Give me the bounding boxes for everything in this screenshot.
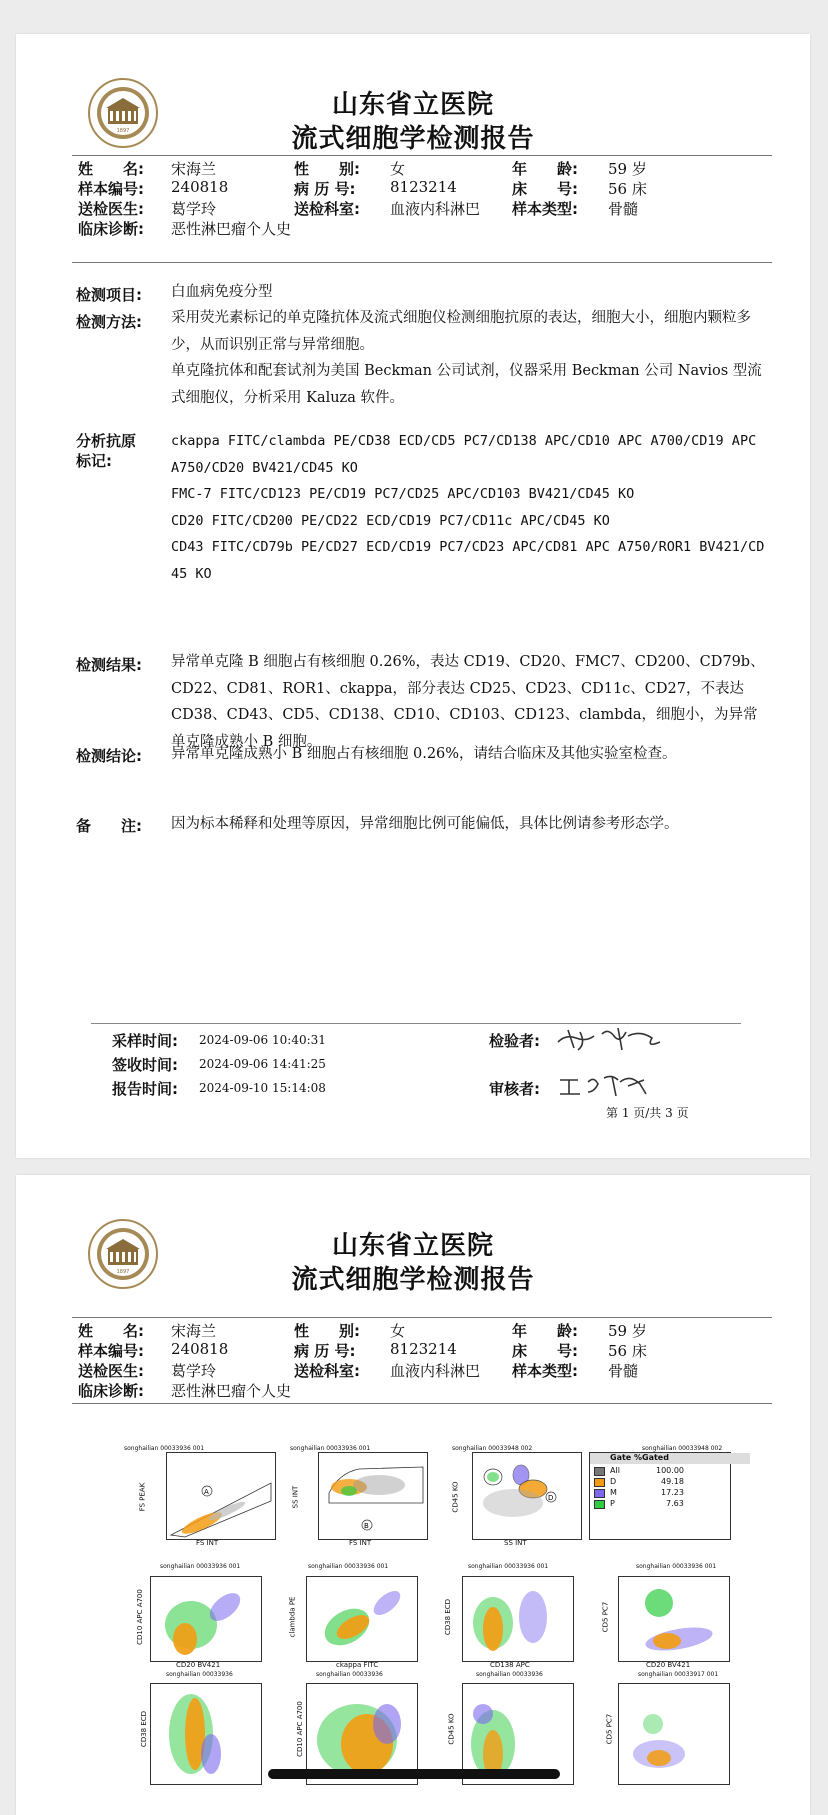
sample-time: 2024-09-06 10:40:31 <box>199 1033 326 1047</box>
patient-age: 59 岁 <box>608 160 647 178</box>
sample-time-label: 采样时间: <box>112 1032 178 1050</box>
svg-text:A: A <box>204 1488 209 1496</box>
x-axis-label: SS INT <box>504 1539 527 1547</box>
gate-percent: 100.00 <box>656 1466 684 1475</box>
y-axis-label: CD45 KO <box>451 1481 460 1513</box>
antibody-panel-1: ckappa FITC/clambda PE/CD38 ECD/CD5 PC7/CD138 APC/CD10 APC A700/CD19 APC A750/CD20 BV421/CD45 KO <box>171 433 757 476</box>
gate-percent: 49.18 <box>661 1477 684 1486</box>
age-label: 年 龄: <box>512 160 578 178</box>
y-axis-label: CD38 ECD <box>140 1710 149 1748</box>
x-axis-label: CD20 BV421 <box>646 1661 691 1669</box>
plot-title: songhailian 00033936 <box>476 1671 543 1678</box>
gate-statistics-table <box>589 1452 731 1540</box>
test-item: 白血病免疫分型 <box>171 284 273 300</box>
doctor-label: 送检医生: <box>78 1362 144 1380</box>
gate-color-swatch <box>594 1467 605 1476</box>
gate-table-header: Gate %Gated <box>590 1453 750 1464</box>
antibody-panel-3: CD20 FITC/CD200 PE/CD22 ECD/CD19 PC7/CD11c APC/CD45 KO <box>171 513 610 529</box>
plot-title: songhailian 00033936 001 <box>636 1563 717 1570</box>
page-number: 第 1 页/共 3 页 <box>606 1106 689 1120</box>
antibody-label-line2: 标记: <box>76 452 112 470</box>
scatter-plot-cd38 <box>462 1576 574 1662</box>
svg-text:1897: 1897 <box>116 1269 130 1275</box>
diagnosis: 恶性淋巴瘤个人史 <box>171 1382 292 1400</box>
dept-label: 送检科室: <box>294 1362 360 1380</box>
gate-row <box>594 1488 726 1498</box>
doctor-label: 送检医生: <box>78 200 144 218</box>
patient-gender: 女 <box>390 1322 406 1340</box>
divider <box>72 1403 772 1404</box>
y-axis-label: CD10 APC A700 <box>295 1701 304 1757</box>
gate-row <box>594 1477 726 1487</box>
antibody-panel-2: FMC-7 FITC/CD123 PE/CD19 PC7/CD25 APC/CD103 BV421/CD45 KO <box>171 486 635 502</box>
method-label: 检测方法: <box>76 313 142 331</box>
patient-age: 59 岁 <box>608 1322 647 1340</box>
y-axis-label: CD45 KO <box>447 1713 456 1745</box>
record-no-label: 病 历 号: <box>294 180 356 198</box>
x-axis-label: CD138 APC <box>490 1661 530 1669</box>
report-page-2 <box>16 1175 810 1815</box>
plot-title: songhailian 00033936 001 <box>290 1445 371 1452</box>
scatter-plot-clambda <box>306 1576 418 1662</box>
sample-no: 240818 <box>171 178 229 196</box>
scatter-plot-row3-4 <box>618 1683 730 1785</box>
plot-title: songhailian 00033936 <box>166 1671 233 1678</box>
y-axis-label: CD38 ECD <box>444 1598 453 1636</box>
gender-label: 性 别: <box>294 160 360 178</box>
reviewer-label: 审核者: <box>489 1080 540 1098</box>
antibody-panel-4: CD43 FITC/CD79b PE/CD27 ECD/CD19 PC7/CD23 APC/CD81 APC A750/ROR1 BV421/CD45 KO <box>171 539 765 582</box>
gate-name: All <box>610 1466 620 1475</box>
divider <box>72 155 772 156</box>
plot-title: songhailian 00033948 002 <box>452 1445 533 1452</box>
plot-title: songhailian 00033936 001 <box>308 1563 389 1570</box>
gate-name: D <box>610 1477 617 1486</box>
x-axis-label: FS INT <box>196 1539 219 1547</box>
diagnosis-label: 临床诊断: <box>78 1382 144 1400</box>
name-label: 姓 名: <box>78 1322 144 1340</box>
gender-label: 性 别: <box>294 1322 360 1340</box>
method-text-2: 单克隆抗体和配套试剂为美国 Beckman 公司试剂，仪器采用 Beckman 公司 Navios 型流式细胞仪，分析采用 Kaluza 软件。 <box>171 363 762 406</box>
doctor-name: 葛学玲 <box>171 1362 217 1380</box>
record-no: 8123214 <box>390 178 457 196</box>
gate-percent: 17.23 <box>661 1488 684 1497</box>
remark-text: 因为标本稀释和处理等原因，异常细胞比例可能偏低，具体比例请参考形态学。 <box>171 816 679 832</box>
y-axis-label: CD5 PC7 <box>601 1601 610 1633</box>
plot-title: songhailian 00033936 001 <box>124 1445 205 1452</box>
result-label: 检测结果: <box>76 656 142 674</box>
scatter-plot-cd5 <box>618 1576 730 1662</box>
bed-label: 床 号: <box>512 180 578 198</box>
plot-title: songhailian 00033936 001 <box>160 1563 241 1570</box>
sample-type-label: 样本类型: <box>512 1362 578 1380</box>
gate-table-title: songhailian 00033948 002 <box>642 1445 723 1452</box>
svg-text:D: D <box>548 1494 554 1502</box>
sample-no-label: 样本编号: <box>78 180 144 198</box>
gate-color-swatch <box>594 1489 605 1498</box>
receive-time-label: 签收时间: <box>112 1056 178 1074</box>
antibody-label-line1: 分析抗原 <box>76 432 137 450</box>
y-axis-label: CD10 APC A700 <box>135 1589 144 1645</box>
y-axis-label: clambda PE <box>288 1596 297 1638</box>
diagnosis-label: 临床诊断: <box>78 220 144 238</box>
report-page-1 <box>16 34 810 1158</box>
doctor-name: 葛学玲 <box>171 200 217 218</box>
remark-label: 备 注: <box>76 817 142 835</box>
dept-name: 血液内科淋巴 <box>390 1362 481 1380</box>
sample-no: 240818 <box>171 1340 229 1358</box>
plot-title: songhailian 00033936 001 <box>468 1563 549 1570</box>
report-title: 流式细胞学检测报告 <box>291 1265 535 1295</box>
bed-no: 56 床 <box>608 180 647 198</box>
diagnosis: 恶性淋巴瘤个人史 <box>171 220 292 238</box>
svg-text:B: B <box>364 1522 369 1530</box>
receive-time: 2024-09-06 14:41:25 <box>199 1057 326 1071</box>
scatter-plot-cd10 <box>150 1576 262 1662</box>
item-label: 检测项目: <box>76 286 142 304</box>
gate-row <box>594 1499 726 1509</box>
hospital-name: 山东省立医院 <box>331 1231 494 1261</box>
scatter-plot-cd45 <box>472 1452 582 1540</box>
patient-name: 宋海兰 <box>171 160 217 178</box>
gate-percent: 7.63 <box>666 1499 684 1508</box>
scatter-plot-fs <box>166 1452 276 1540</box>
plot-title: songhailian 00033917 001 <box>638 1671 719 1678</box>
plot-title: songhailian 00033936 <box>316 1671 383 1678</box>
inspector-label: 检验者: <box>489 1032 540 1050</box>
x-axis-label: FS INT <box>349 1539 372 1547</box>
divider <box>72 1317 772 1318</box>
dept-name: 血液内科淋巴 <box>390 200 481 218</box>
method-text-1: 采用荧光素标记的单克隆抗体及流式细胞仪检测细胞抗原的表达，细胞大小，细胞内颗粒多少，从而识别正常与异常细胞。 <box>171 310 751 353</box>
bed-label: 床 号: <box>512 1342 578 1360</box>
sample-type-label: 样本类型: <box>512 200 578 218</box>
y-axis-label: FS PEAK <box>138 1482 147 1512</box>
x-axis-label: CD20 BV421 <box>176 1661 221 1669</box>
record-no-label: 病 历 号: <box>294 1342 356 1360</box>
conclusion-text: 异常单克隆成熟小 B 细胞占有核细胞 0.26%，请结合临床及其他实验室检查。 <box>171 746 677 762</box>
scatter-plot-ss <box>318 1452 428 1540</box>
bed-no: 56 床 <box>608 1342 647 1360</box>
record-no: 8123214 <box>390 1340 457 1358</box>
report-time-label: 报告时间: <box>112 1080 178 1098</box>
gate-color-swatch <box>594 1478 605 1487</box>
age-label: 年 龄: <box>512 1322 578 1340</box>
gate-color-swatch <box>594 1500 605 1509</box>
sample-no-label: 样本编号: <box>78 1342 144 1360</box>
home-indicator[interactable] <box>268 1769 560 1779</box>
report-title: 流式细胞学检测报告 <box>291 124 535 154</box>
gate-name: P <box>610 1499 615 1508</box>
dept-label: 送检科室: <box>294 200 360 218</box>
gate-name: M <box>610 1488 617 1497</box>
hospital-name: 山东省立医院 <box>331 90 494 120</box>
y-axis-label: SS INT <box>291 1485 300 1509</box>
scatter-plot-row3-1 <box>150 1683 262 1785</box>
inspector-signature-icon <box>556 1024 666 1054</box>
conclusion-label: 检测结论: <box>76 747 142 765</box>
result-text: 异常单克隆 B 细胞占有核细胞 0.26%，表达 CD19、CD20、FMC7、CD200、CD79b、CD22、CD81、ROR1、ckappa，部分表达 CD25、CD23、CD11c、CD27，不表达 CD38、CD43、CD5、CD138、CD10、CD103、CD123、clambda，细胞小，为异常单克隆成熟小 B 细胞。 <box>171 654 765 750</box>
x-axis-label: ckappa FITC <box>336 1661 379 1669</box>
patient-gender: 女 <box>390 160 406 178</box>
sample-type: 骨髓 <box>608 1362 639 1380</box>
patient-name: 宋海兰 <box>171 1322 217 1340</box>
divider <box>72 262 772 263</box>
report-time: 2024-09-10 15:14:08 <box>199 1081 326 1095</box>
gate-row <box>594 1466 726 1476</box>
name-label: 姓 名: <box>78 160 144 178</box>
svg-text:1897: 1897 <box>116 128 130 134</box>
reviewer-signature-icon <box>556 1070 656 1100</box>
y-axis-label: CD5 PC7 <box>605 1713 614 1745</box>
sample-type: 骨髓 <box>608 200 639 218</box>
